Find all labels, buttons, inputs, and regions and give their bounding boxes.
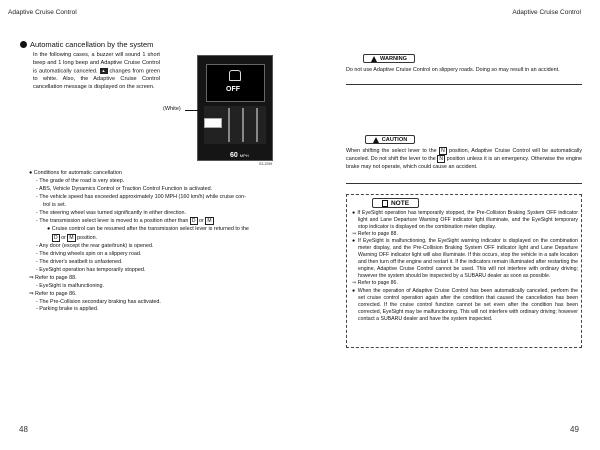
page-number-left: 48 <box>19 425 28 434</box>
white-indicator <box>204 118 222 128</box>
note-body <box>352 210 578 323</box>
speed-unit: MPH <box>239 153 249 158</box>
speed-readout <box>230 152 249 159</box>
meter-display-illustration <box>197 55 273 161</box>
cruise-off-panel <box>206 64 265 102</box>
list-item: - Parking brake is applied. <box>36 306 99 313</box>
list-item: - The vehicle speed has exceeded approximately 100 MPH (160 km/h) while cruise con- <box>36 193 246 200</box>
white-callout-label: (White) <box>163 106 181 112</box>
list-item: trol is set. <box>43 201 67 208</box>
page-number-right: 49 <box>570 425 579 434</box>
section-title <box>20 40 153 49</box>
warning-rule <box>346 84 582 85</box>
key-d: D <box>54 235 58 242</box>
list-item: - The grade of the road is very steep. <box>36 177 125 184</box>
image-code: S3-2259 <box>259 162 273 166</box>
list-item: - The Pre-Collision secondary braking has activated. <box>36 298 161 305</box>
note-item: ● If EyeSight is malfunctioning, the EyeSight warning indicator is displayed on the combination meter display, and the Pre-Collision Braking System OFF indicator light and Lane Departure Warning OFF indicator light will also illuminate. If this occurs, stop the vehicle in a safe location and then turn off the engine and restart it. If the indicators remain illuminated after restarting the engine, Adaptive Cruise Control cannot be used. This will not interfere with ordinary driving; however the system should be inspected by a SUBARU dealer as soon as possible. <box>352 238 578 280</box>
warning-label: WARNING <box>363 54 415 63</box>
page-reference: ⇒ Refer to page 88. <box>29 274 77 281</box>
conditions-list <box>29 170 279 314</box>
caution-label: CAUTION <box>365 135 415 144</box>
bullet-icon <box>20 41 27 48</box>
page-reference: ⇒ Refer to page 86. <box>29 290 77 297</box>
speed-value: 60 <box>230 152 238 159</box>
cruise-off-indicator-icon: ▲ <box>100 68 108 74</box>
key-d: D <box>191 218 196 225</box>
off-text: OFF <box>226 86 240 93</box>
caution-rule <box>346 183 582 184</box>
intro-paragraph <box>33 52 160 92</box>
warning-text: Do not use Adaptive Cruise Control on slippery roads. Doing so may result in an accident. <box>346 67 560 73</box>
warning-triangle-icon <box>371 56 377 62</box>
list-item: - The transmission select lever is moved to a position other than D or M <box>36 218 212 225</box>
lane-graphic <box>204 106 266 144</box>
list-item: - The driving wheels spin on a slippery road. <box>36 251 142 258</box>
list-item: - The steering wheel was turned significantly in either direction. <box>36 209 187 216</box>
lane-line <box>256 108 258 142</box>
page-reference: ⇒ Refer to page 86. <box>352 280 398 287</box>
caution-text: When shifting the select lever to the N position, Adaptive Cruise Control will be automatically canceled. Do not shift the lever to the N position unless it is an emergency. Otherwise the engine brake may not operate, which could cause an accident. <box>346 148 583 170</box>
list-item: - EyeSight is malfunctioning. <box>36 282 105 289</box>
page-reference: ⇒ Refer to page 88. <box>352 231 398 238</box>
car-icon <box>229 70 241 81</box>
key-n: N <box>441 148 445 154</box>
conditions-heading: ● Conditions for automatic cancellation <box>29 170 122 176</box>
list-item: - Any door (except the rear gate/trunk) is opened. <box>36 243 154 250</box>
intro-text-2: changes from green to white. Also, the Adaptive Cruise Control cancellation message is displayed on the screen. <box>33 68 161 91</box>
note-label: NOTE <box>372 198 419 208</box>
intro-text-1: In the following cases, a buzzer will sound 1 short beep and 1 long beep and Adaptive Cruise Control is automatically canceled. <box>33 52 160 75</box>
lane-line <box>228 108 230 142</box>
list-item: ● Cruise control can be resumed after the transmission select lever is returned to the <box>47 226 249 233</box>
callout-line <box>185 110 199 111</box>
list-item: D or M position. <box>54 235 98 242</box>
lane-line <box>242 108 244 142</box>
caution-triangle-icon <box>373 137 379 143</box>
list-item: - EyeSight operation has temporarily stopped. <box>36 266 146 273</box>
section-title-text: Automatic cancellation by the system <box>30 40 154 49</box>
note-item: ● If EyeSight operation has temporarily stopped, the Pre-Collision Braking System OFF indicator light and Lane Departure Warning OFF indicator light illuminate, and the EyeSight temporary stop indicator is displayed on the combination meter display. <box>352 210 578 231</box>
list-item: - ABS, Vehicle Dynamics Control or Traction Control Function is activated. <box>36 185 213 192</box>
key-m: M <box>207 218 212 225</box>
note-icon <box>382 200 388 207</box>
key-n: N <box>439 156 444 162</box>
note-item: ● When the operation of Adaptive Cruise Control has been automatically canceled, perform the set cruise control operation again after the condition that caused the cancellation has been corrected. If the cruise control function cannot be set even after the condition has been corrected, EyeSight may be malfunctioning. This will not interfere with ordinary driving; however contact a SUBARU dealer and have the system inspected. <box>352 287 578 322</box>
running-header-right: Adaptive Cruise Control <box>512 9 581 16</box>
running-header-left: Adaptive Cruise Control <box>8 9 77 16</box>
key-m: M <box>69 235 74 242</box>
list-item: - The driver's seatbelt is unfastened. <box>36 258 123 265</box>
